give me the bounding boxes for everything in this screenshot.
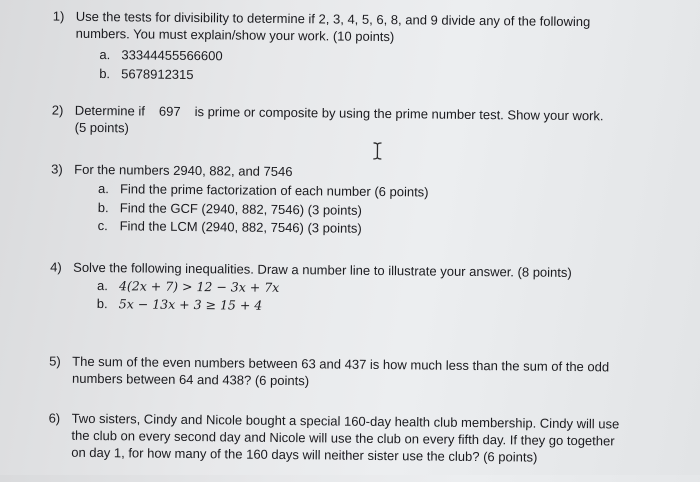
item-label: a. [96, 278, 108, 294]
question-suffix: is prime or composite by using the prime number test. Show your work. [194, 104, 604, 124]
item-text: Find the LCM (2940, 882, 7546) (3 points) [119, 218, 362, 236]
question-text-line: For the numbers 2940, 882, and 7546 [74, 161, 293, 180]
question-1-item-b [99, 65, 193, 83]
question-4-item-a [97, 277, 279, 296]
text-cursor-icon [370, 142, 384, 160]
question-3-item-c [98, 217, 362, 237]
question-5 [49, 353, 610, 393]
question-number: 5) [49, 353, 61, 369]
question-4-item-b [97, 295, 263, 314]
item-label: a. [99, 47, 111, 63]
question-3 [51, 161, 293, 180]
item-label: b. [96, 296, 108, 312]
question-text-line: on day 1, for how many of the 160 days will neither sister use the club? (6 points) [71, 444, 538, 465]
inequality-text: 5x − 13x + 3 ≥ 15 + 4 [118, 296, 263, 313]
question-number: 6) [48, 410, 61, 426]
question-text-line: (5 points) [74, 119, 129, 136]
question-text-line: numbers between 64 and 438? (6 points) [71, 370, 310, 389]
item-text: 5678912315 [121, 66, 194, 83]
question-1-item-a [99, 46, 222, 64]
question-value: 697 [158, 103, 181, 119]
question-number: 3) [51, 161, 63, 177]
question-1 [52, 8, 591, 47]
item-label: b. [99, 66, 111, 82]
item-label: b. [97, 200, 109, 216]
item-text: Find the GCF (2940, 882, 7546) (3 points) [119, 200, 362, 218]
question-number: 1) [52, 8, 65, 24]
question-text-line: Two sisters, Cindy and Nicole bought a special 160-day health club membership. Cindy will use [71, 410, 620, 432]
item-label: a. [97, 181, 109, 197]
question-3-item-a [98, 180, 429, 200]
question-number: 2) [51, 102, 64, 118]
question-text-line: the club on every second day and Nicole will use the club on every fifth day. If they go together [71, 427, 615, 449]
item-label: c. [97, 218, 108, 234]
question-3-item-b [98, 199, 362, 219]
inequality-text: 4(2x + 7) > 12 − 3x + 7x [118, 278, 280, 295]
question-2 [51, 102, 604, 142]
question-number: 4) [50, 259, 62, 275]
item-text: Find the prime factorization of each number (6 points) [119, 181, 429, 200]
question-text-line: Solve the following inequalities. Draw a number line to illustrate your answer. (8 points) [73, 259, 572, 281]
question-text-line: Use the tests for divisibility to determine if 2, 3, 4, 5, 6, 8, and 9 divide any of the following [75, 8, 591, 30]
question-prefix: Determine if [74, 102, 146, 119]
question-text-line: numbers. You must explain/show your work. (10 points) [75, 25, 395, 45]
question-6 [48, 410, 620, 467]
question-text-line: The sum of the even numbers between 63 and 437 is how much less than the sum of the odd [72, 353, 610, 375]
item-text: 33344455566600 [121, 47, 223, 64]
